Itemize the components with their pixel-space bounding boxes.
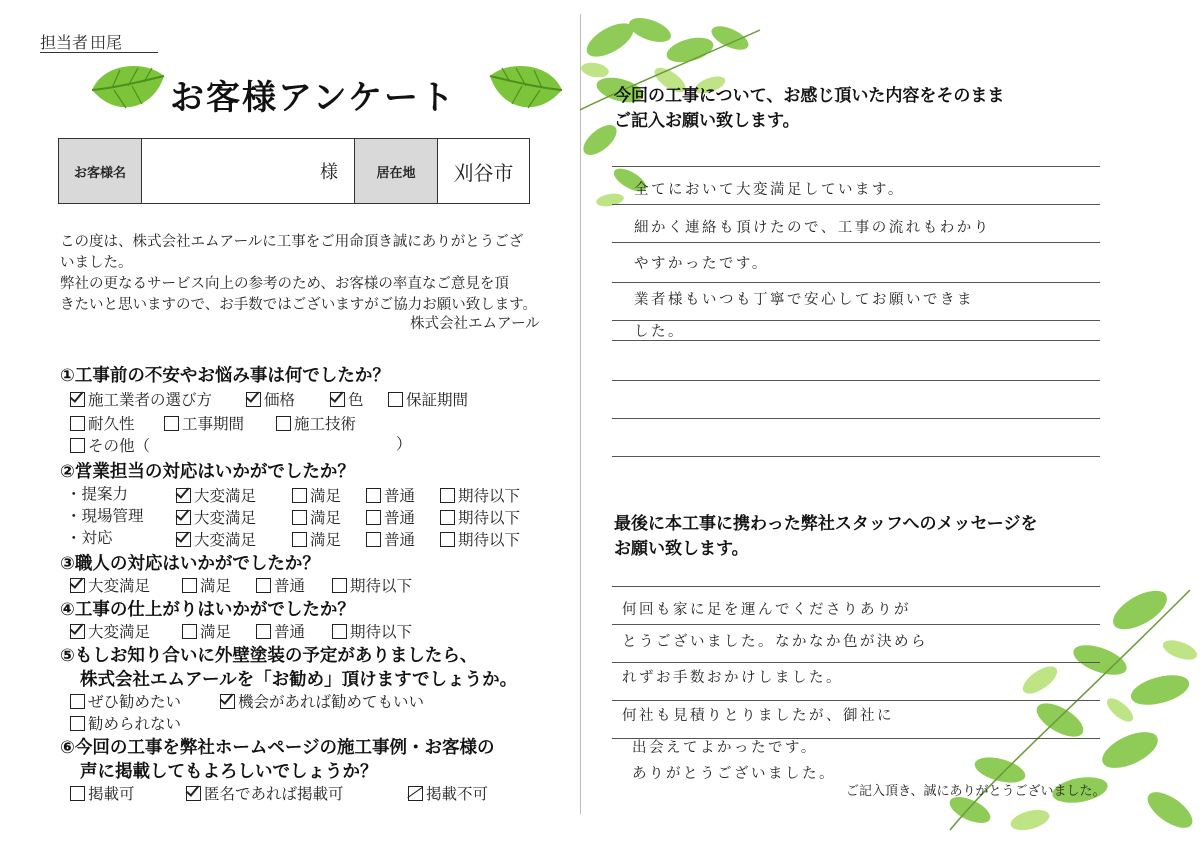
checkbox[interactable] (292, 488, 307, 503)
impressions-question (614, 84, 1084, 134)
answer-rule (612, 320, 1100, 321)
q2-row-label: ・現場管理 (66, 507, 144, 525)
q2-option[interactable]: 大変満足 (176, 528, 256, 550)
handwritten-impression-line: 業者様もいつも丁寧で安心してお願いできま (634, 292, 974, 308)
checkbox[interactable] (440, 532, 455, 547)
checkbox[interactable] (70, 578, 85, 593)
question-3: ③職人の対応はいかがでしたか？ (60, 554, 320, 574)
checkbox[interactable] (70, 392, 85, 407)
question-6-line2: 声に掲載してもよろしいでしょうか？ (80, 762, 378, 782)
intro-line: 弊社の更なるサービス向上の参考のため、お客様の率直なご意見を頂 (60, 276, 509, 292)
q5-option[interactable]: 勧められない (70, 712, 181, 734)
question-5-line1: ⑤もしお知り合いに外壁塗装の予定がありましたら、 (60, 646, 478, 666)
q4-option[interactable]: 期待以下 (332, 620, 412, 642)
question-5-line2: 株式会社エムアールを「お勧め」頂けますでしょうか。 (80, 670, 518, 690)
checkbox[interactable] (256, 624, 271, 639)
handwritten-impression-line: 細かく連絡も頂けたので、工事の流れもわかり (634, 220, 991, 236)
message-question (614, 512, 1114, 562)
checkbox[interactable] (292, 532, 307, 547)
q3-option[interactable]: 大変満足 (70, 574, 150, 596)
checkbox[interactable] (70, 694, 85, 709)
intro-text (60, 232, 580, 316)
handwritten-impression-line: した。 (634, 324, 685, 340)
message-question-line1: 最後に本工事に携わった弊社スタッフへのメッセージを (614, 514, 1038, 534)
location-label: 居在地 (355, 139, 438, 203)
checkbox[interactable] (176, 532, 191, 547)
impressions-question-line1: 今回の工事について、お感じ頂いた内容をそのまま (614, 86, 1005, 106)
q1-option-other[interactable]: その他（ (70, 434, 150, 456)
intro-line: きたいと思いますので、お手数ではございますがご協力お願い致します。 (60, 297, 538, 313)
checkbox[interactable] (330, 392, 345, 407)
q2-option[interactable]: 満足 (292, 484, 341, 506)
checkbox[interactable] (220, 694, 235, 709)
handwritten-message-line: 出会えてよかったです。 (632, 740, 818, 756)
q1-option[interactable]: 施工業者の選び方 (70, 388, 212, 410)
q4-option[interactable]: 満足 (182, 620, 231, 642)
intro-line: いました。 (60, 255, 133, 271)
checkbox[interactable] (164, 416, 179, 431)
answer-rule (612, 418, 1100, 419)
checkbox[interactable] (440, 488, 455, 503)
leaf-icon (484, 58, 570, 120)
intro-line: この度は、株式会社エムアールに工事をご用命頂き誠にありがとうござ (60, 234, 524, 250)
checkbox[interactable] (70, 416, 85, 431)
q2-option[interactable]: 大変満足 (176, 484, 256, 506)
checkbox[interactable] (292, 510, 307, 525)
customer-suffix: 様 (320, 162, 338, 183)
q2-option[interactable]: 満足 (292, 528, 341, 550)
q4-option[interactable]: 普通 (256, 620, 305, 642)
q2-option[interactable]: 普通 (366, 528, 415, 550)
q6-option[interactable]: 掲載可 (70, 782, 135, 804)
handwritten-message-line: とうございました。なかなか色が決めら (622, 634, 928, 650)
checkbox[interactable] (70, 716, 85, 731)
checkbox[interactable] (256, 578, 271, 593)
q2-option[interactable]: 普通 (366, 506, 415, 528)
q3-option[interactable]: 普通 (256, 574, 305, 596)
checkbox[interactable] (366, 532, 381, 547)
handwritten-message-line: 何回も家に足を運んでくださりありが (622, 602, 911, 618)
question-2: ②営業担当の対応はいかがでしたか？ (60, 462, 355, 482)
answer-rule (612, 204, 1100, 205)
q1-option[interactable]: 色 (330, 388, 364, 410)
checkbox[interactable] (246, 392, 261, 407)
leaf-icon (84, 58, 170, 120)
handwritten-impression-line: 全てにおいて大変満足しています。 (634, 182, 905, 198)
q2-row-label: ・対応 (66, 529, 113, 547)
answer-rule (612, 662, 1100, 663)
impressions-question-line2: ご記入お願い致します。 (614, 111, 800, 131)
checkbox[interactable] (332, 624, 347, 639)
checkbox[interactable] (366, 510, 381, 525)
checkbox[interactable] (182, 578, 197, 593)
staff-field (40, 30, 122, 53)
checkbox[interactable] (70, 786, 85, 801)
staff-underline (40, 52, 158, 53)
q3-option[interactable]: 期待以下 (332, 574, 412, 596)
checkbox[interactable] (70, 438, 85, 453)
answer-rule (612, 456, 1100, 457)
message-question-line2: お願い致します。 (614, 539, 749, 559)
staff-label: 担当者 (40, 33, 89, 52)
handwritten-message-line: れずお手数おかけしました。 (622, 670, 843, 686)
customer-name-field (142, 139, 355, 203)
checkbox[interactable] (440, 510, 455, 525)
question-4: ④工事の仕上がりはいかがでしたか？ (60, 600, 355, 620)
checkbox[interactable] (176, 488, 191, 503)
checkbox[interactable] (176, 510, 191, 525)
handwritten-message-line: ありがとうございました。 (632, 766, 836, 782)
customer-name-label: お客様名 (59, 139, 142, 203)
handwritten-impression-line: やすかったです。 (634, 256, 769, 272)
answer-rule (612, 624, 1100, 625)
foliage-decoration-bottom (940, 570, 1200, 840)
q6-option-crossed[interactable]: 掲載不可 (408, 782, 488, 804)
q2-option[interactable]: 普通 (366, 484, 415, 506)
q3-option[interactable]: 満足 (182, 574, 231, 596)
checkbox[interactable] (186, 786, 201, 801)
handwritten-message-line: 何社も見積りとりましたが、御社に (622, 708, 894, 724)
page-title: お客様アンケート (170, 78, 456, 118)
q1-option[interactable]: 耐久性 (70, 412, 135, 434)
location-value-handwritten: 刈谷市 (453, 160, 514, 185)
answer-rule (612, 586, 1100, 587)
checkbox[interactable] (182, 624, 197, 639)
q5-option[interactable]: ぜひ勧めたい (70, 690, 181, 712)
q2-option[interactable]: 満足 (292, 506, 341, 528)
q5-option[interactable]: 機会があれば勧めてもいい (220, 690, 424, 712)
checkbox[interactable] (366, 488, 381, 503)
question-1: ①工事前の不安やお悩み事は何でしたか？ (60, 366, 390, 386)
q2-option[interactable]: 期待以下 (440, 528, 520, 550)
company-signature: 株式会社エムアール (410, 316, 540, 332)
q2-option[interactable]: 大変満足 (176, 506, 256, 528)
q6-option[interactable]: 匿名であれば掲載可 (186, 782, 344, 804)
checkbox[interactable] (388, 392, 403, 407)
answer-rule (612, 380, 1100, 381)
question-6-line1: ⑥今回の工事を弊社ホームページの施工事例・お客様の (60, 738, 495, 758)
answer-rule (612, 242, 1100, 243)
answer-rule (612, 282, 1100, 283)
q1-option[interactable]: 工事期間 (164, 412, 244, 434)
checkbox[interactable] (332, 578, 347, 593)
q1-option[interactable]: 価格 (246, 388, 295, 410)
answer-rule (612, 340, 1100, 341)
checkbox[interactable] (276, 416, 291, 431)
answer-rule (612, 700, 1100, 701)
q2-option[interactable]: 期待以下 (440, 506, 520, 528)
q4-option[interactable]: 大変満足 (70, 620, 150, 642)
answer-rule (612, 166, 1100, 167)
checkbox[interactable] (70, 624, 85, 639)
q2-option[interactable]: 期待以下 (440, 484, 520, 506)
closing-thanks: ご記入頂き、誠にありがとうございました。 (846, 784, 1106, 799)
q2-row-label: ・提案力 (66, 485, 129, 503)
q1-option[interactable]: 保証期間 (388, 388, 468, 410)
checkbox[interactable] (408, 786, 423, 801)
q1-other-close: ） (396, 435, 412, 453)
staff-name-handwritten: 田尾 (90, 33, 123, 52)
q1-option[interactable]: 施工技術 (276, 412, 356, 434)
customer-info-table (58, 138, 530, 204)
